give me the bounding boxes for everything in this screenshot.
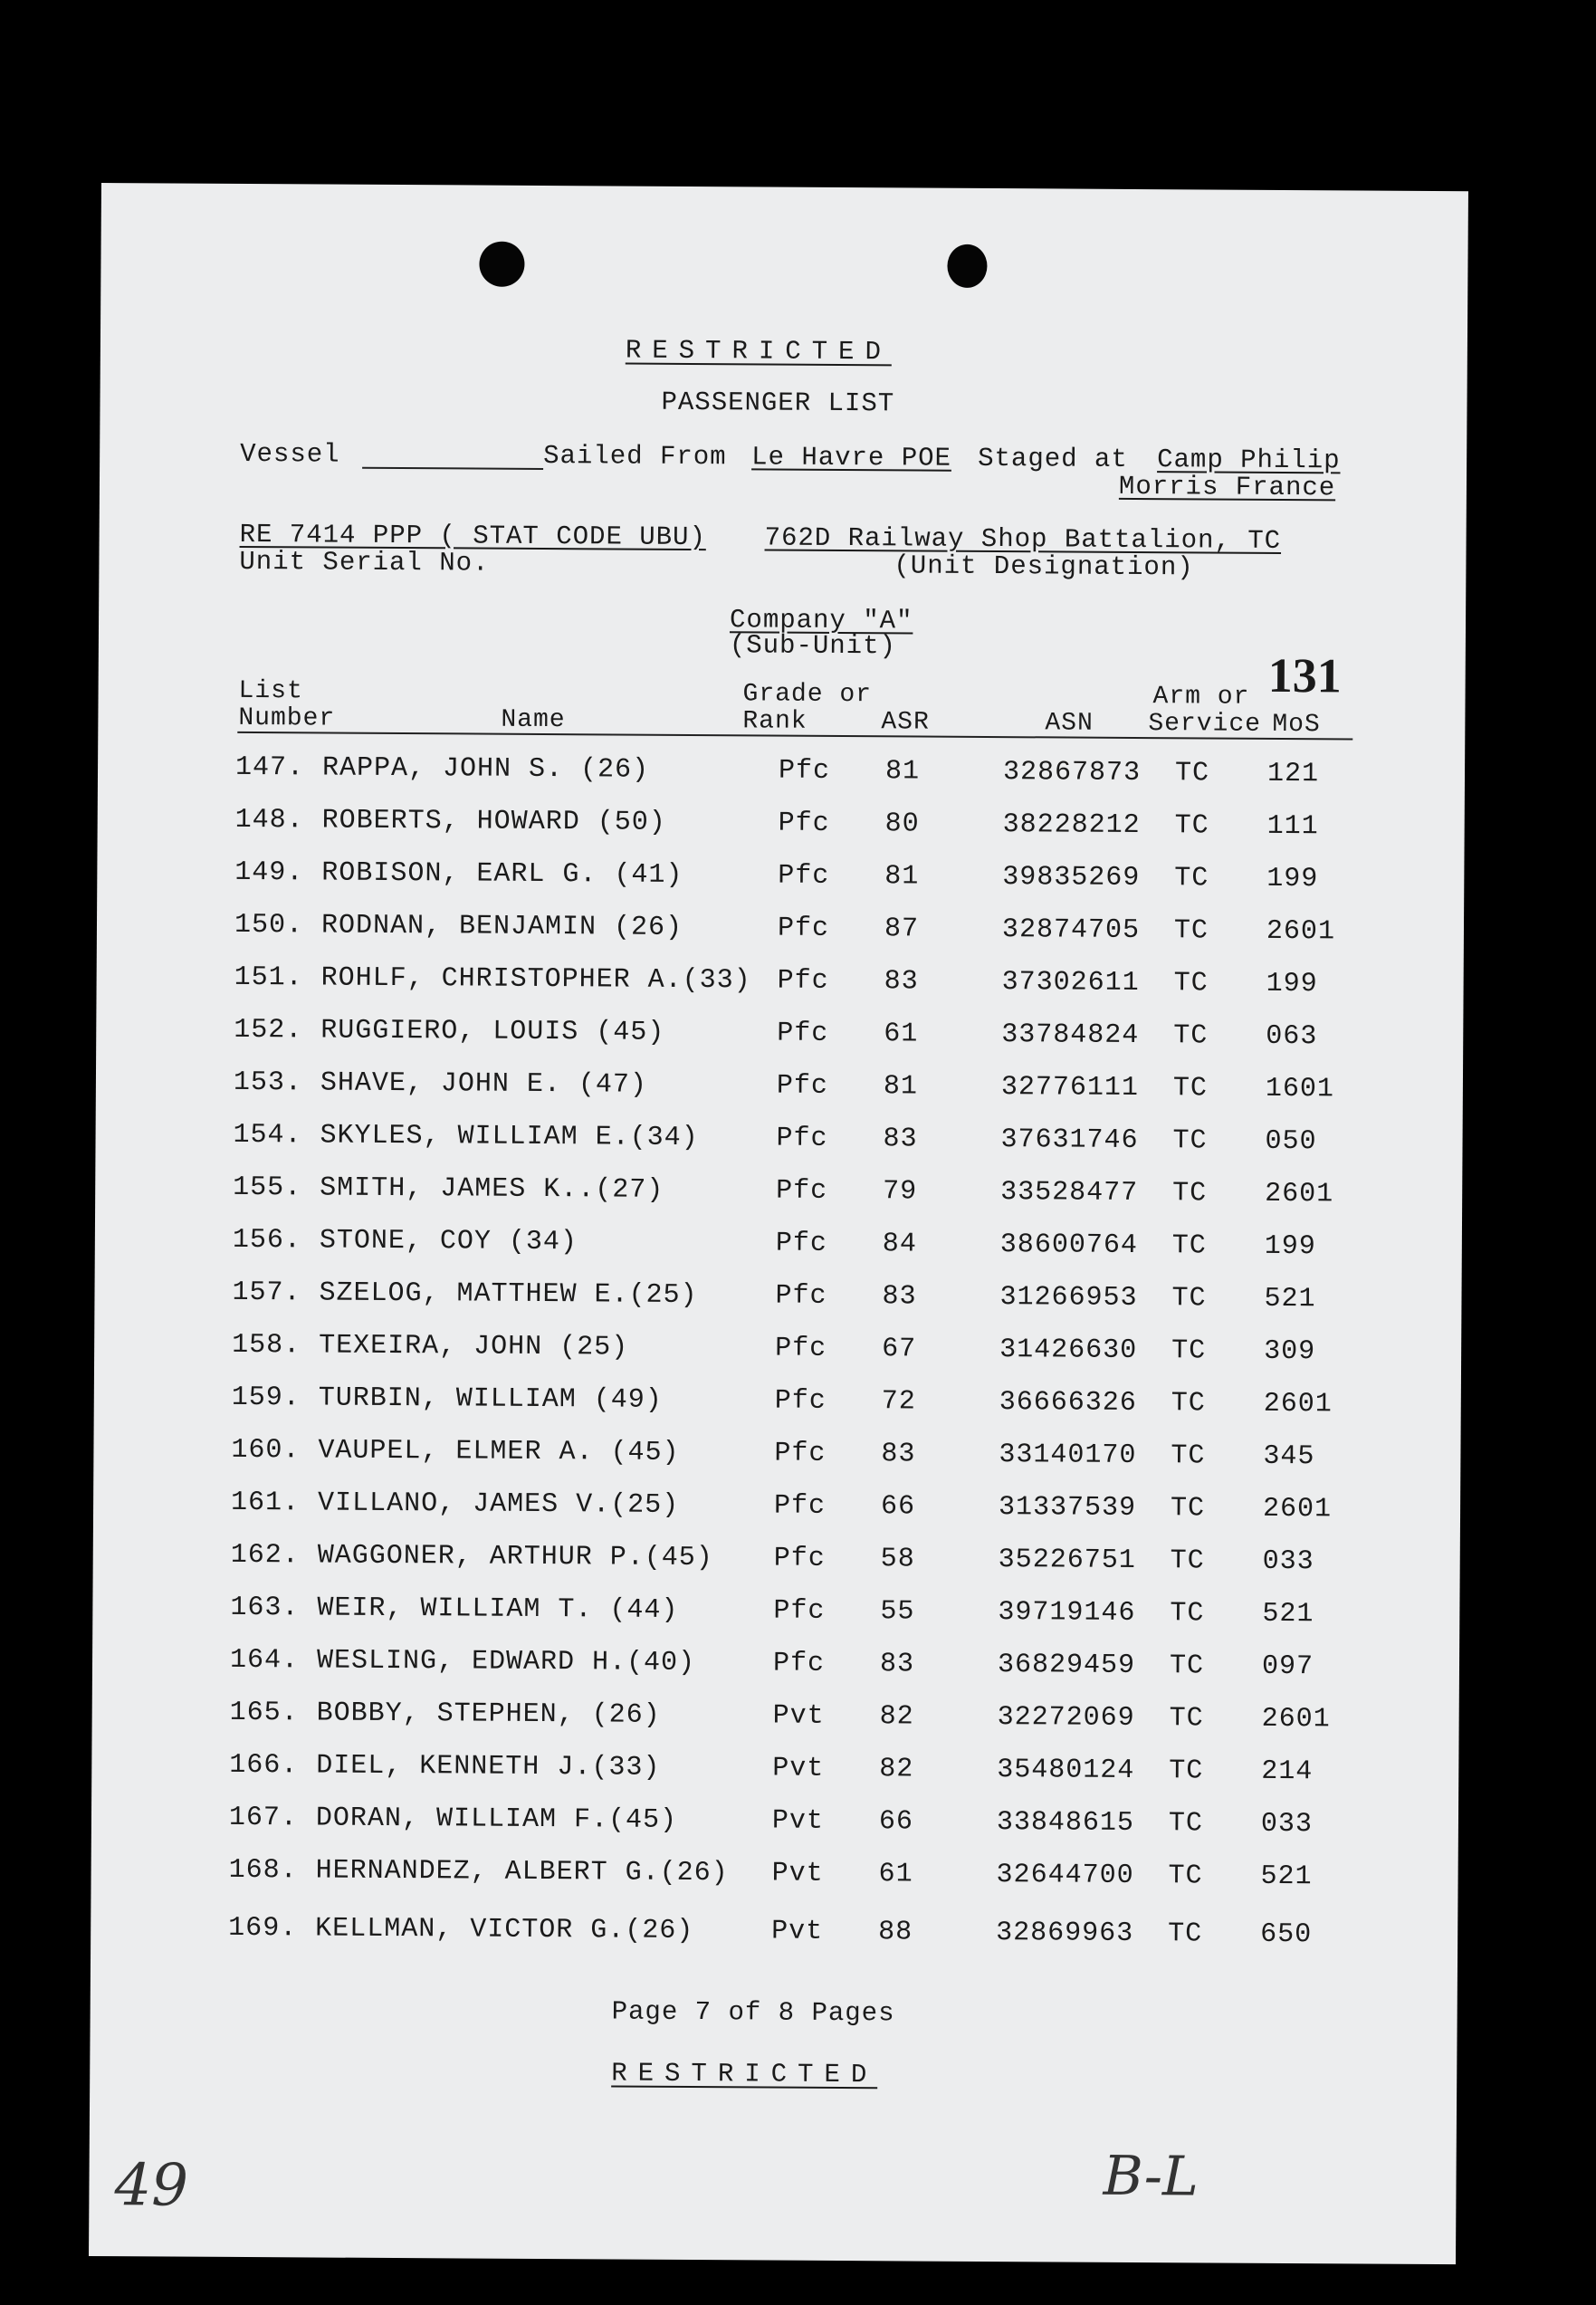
table-row [98, 751, 1465, 812]
unit-designation-label: (Unit Designation) [894, 550, 1194, 583]
grade: Pfc [775, 1333, 827, 1364]
table-row [96, 961, 1463, 1022]
asn: 33848615 [996, 1807, 1135, 1840]
grade: Pfc [778, 808, 830, 839]
passenger-name: WESLING, EDWARD H.(40) [316, 1645, 696, 1679]
asn: 37631746 [1000, 1124, 1139, 1157]
asn: 31266953 [999, 1282, 1138, 1315]
col-asn: ASN [1045, 709, 1094, 738]
arm-or-service: TC [1168, 1860, 1203, 1892]
asr: 83 [882, 1281, 917, 1313]
mos: 214 [1261, 1755, 1314, 1788]
passenger-name: ROBERTS, HOWARD (50) [321, 805, 666, 838]
asr: 81 [884, 756, 921, 788]
asr: 81 [884, 861, 920, 893]
table-row [96, 1066, 1463, 1127]
arm-or-service: TC [1172, 1125, 1208, 1157]
arm-or-service: TC [1171, 1230, 1207, 1262]
sailed-from-label: Sailed From [543, 440, 727, 473]
table-row [93, 1487, 1460, 1547]
staged-at-label: Staged at [978, 443, 1128, 474]
list-number: 169. [228, 1912, 298, 1945]
asr: 61 [878, 1859, 913, 1890]
grade: Pfc [773, 1490, 827, 1522]
passenger-name: TURBIN, WILLIAM (49) [318, 1382, 663, 1416]
punch-hole [479, 242, 524, 287]
mos: 121 [1266, 758, 1320, 790]
sailed-from-value: Le Havre POE [751, 442, 952, 473]
asr: 87 [884, 913, 920, 945]
arm-or-service: TC [1174, 758, 1210, 789]
arm-or-service: TC [1174, 863, 1209, 894]
arm-or-service: TC [1170, 1493, 1206, 1525]
col-grade-1: Grade or [742, 680, 873, 710]
list-number: 158. [232, 1329, 301, 1362]
passenger-name: ROHLF, CHRISTOPHER A.(33) [320, 962, 751, 997]
staged-at-value-2: Morris France [1118, 471, 1336, 503]
passenger-name: WAGGONER, ARTHUR P.(45) [317, 1540, 713, 1574]
asn: 32272069 [997, 1702, 1135, 1735]
staged-at-value: Camp Philip [1157, 445, 1341, 476]
asr: 83 [879, 1649, 915, 1680]
asn: 33528477 [1000, 1177, 1139, 1210]
grade: Pfc [773, 1595, 826, 1627]
passenger-name: VAUPEL, ELMER A. (45) [318, 1435, 680, 1468]
document-page [89, 183, 1468, 2264]
passenger-name: SMITH, JAMES K..(27) [320, 1172, 664, 1206]
asr: 83 [881, 1439, 916, 1470]
list-number: 161. [230, 1487, 301, 1519]
list-number: 157. [232, 1277, 301, 1309]
grade: Pfc [774, 1385, 827, 1417]
asr: 81 [883, 1071, 919, 1103]
asr: 67 [882, 1334, 917, 1365]
asn: 36829459 [997, 1650, 1136, 1682]
passenger-name: SZELOG, MATTHEW E.(25) [319, 1277, 698, 1312]
list-number: 162. [230, 1539, 300, 1572]
mos: 521 [1264, 1283, 1316, 1315]
asr: 82 [879, 1701, 914, 1733]
asn: 37302611 [1001, 967, 1140, 999]
arm-or-service: TC [1169, 1755, 1204, 1787]
asr: 83 [883, 1124, 918, 1155]
arm-or-service: TC [1168, 1808, 1204, 1840]
passenger-name: TEXEIRA, JOHN (25) [319, 1330, 629, 1363]
table-row [97, 909, 1464, 970]
list-number: 168. [228, 1854, 298, 1887]
asn: 33140170 [999, 1439, 1137, 1472]
mos: 199 [1266, 968, 1318, 1000]
list-number: 151. [234, 961, 303, 994]
passenger-name: SKYLES, WILLIAM E.(34) [320, 1120, 699, 1154]
list-number: 155. [233, 1172, 302, 1204]
sub-unit-value: Company "A" [729, 605, 913, 636]
grade: Pvt [771, 1858, 824, 1889]
grade: Pfc [775, 1228, 827, 1259]
asr: 88 [878, 1917, 913, 1948]
list-number: 163. [230, 1592, 300, 1624]
asn: 38228212 [1002, 809, 1141, 842]
list-number: 149. [234, 856, 304, 889]
mos: 050 [1265, 1125, 1317, 1158]
asn: 32874705 [1001, 914, 1141, 947]
asn: 36666326 [999, 1387, 1137, 1420]
asr: 61 [884, 1019, 919, 1050]
table-row [91, 1749, 1458, 1810]
list-number: 153. [233, 1066, 303, 1099]
table-row [95, 1224, 1462, 1285]
table-row [93, 1434, 1460, 1495]
col-grade-2: Rank [742, 707, 808, 736]
arm-or-service: TC [1174, 810, 1209, 842]
asr: 66 [878, 1806, 914, 1838]
asr: 80 [884, 808, 920, 840]
asn: 31337539 [998, 1492, 1137, 1525]
asr: 79 [883, 1176, 918, 1208]
unit-designation-value: 762D Railway Shop Battalion, TC [764, 522, 1282, 556]
asr: 66 [880, 1491, 916, 1523]
arm-or-service: TC [1169, 1703, 1204, 1735]
asn: 38600764 [999, 1229, 1138, 1262]
list-number: 165. [229, 1697, 299, 1729]
table-row [95, 1172, 1462, 1232]
passenger-name: ROBISON, EARL G. (41) [321, 857, 683, 891]
list-number: 160. [231, 1434, 301, 1467]
unit-serial-value: RE 7414 PPP ( STAT CODE UBU) [239, 519, 707, 553]
table-row [92, 1592, 1459, 1652]
list-number: 152. [234, 1014, 303, 1047]
asn: 32867873 [1002, 757, 1142, 789]
mos: 345 [1263, 1440, 1315, 1473]
col-list-number-1: List [238, 676, 303, 706]
passenger-name: DIEL, KENNETH J.(33) [316, 1750, 661, 1784]
passenger-name: WEIR, WILLIAM T. (44) [317, 1592, 679, 1626]
asr: 58 [880, 1544, 915, 1575]
grade: Pfc [777, 965, 829, 997]
mos: 521 [1262, 1598, 1314, 1631]
grade: Pfc [778, 755, 831, 787]
passenger-name: VILLANO, JAMES V.(25) [317, 1487, 680, 1521]
vessel-blank [362, 440, 543, 470]
mos: 063 [1266, 1020, 1318, 1053]
arm-or-service: TC [1173, 915, 1209, 947]
handwritten-initials: B-L [1103, 2144, 1199, 2209]
list-number: 154. [233, 1119, 302, 1152]
arm-or-service: TC [1168, 1918, 1203, 1950]
asr: 83 [884, 966, 919, 998]
arm-or-service: TC [1171, 1335, 1207, 1367]
grade: Pfc [776, 1070, 829, 1102]
grade: Pfc [776, 1175, 828, 1207]
mos: 1601 [1265, 1073, 1335, 1105]
passenger-name: STONE, COY (34) [319, 1225, 578, 1258]
list-number: 164. [229, 1644, 300, 1677]
passenger-name: RUGGIERO, LOUIS (45) [320, 1015, 665, 1048]
passenger-name: RAPPA, JOHN S. (26) [321, 752, 650, 786]
table-row [92, 1539, 1459, 1600]
arm-or-service: TC [1172, 1073, 1209, 1105]
passenger-name: SHAVE, JOHN E. (47) [320, 1067, 648, 1101]
grade: Pfc [778, 860, 830, 892]
col-list-number-2: Number [238, 703, 336, 733]
table-row [94, 1277, 1461, 1337]
list-number: 167. [228, 1802, 299, 1834]
asn: 33784824 [1001, 1019, 1140, 1052]
table-row [91, 1912, 1457, 1973]
passenger-name: HERNANDEZ, ALBERT G.(26) [315, 1855, 729, 1889]
passenger-name: BOBBY, STEPHEN, (26) [316, 1698, 661, 1731]
col-arm-2: Service [1148, 710, 1262, 739]
arm-or-service: TC [1173, 968, 1209, 999]
list-number: 156. [232, 1224, 301, 1257]
mos: 2601 [1263, 1388, 1333, 1420]
passenger-name: KELLMAN, VICTOR G.(26) [315, 1913, 694, 1947]
arm-or-service: TC [1171, 1440, 1206, 1472]
passenger-name: RODNAN, BENJAMIN (26) [320, 910, 683, 943]
arm-or-service: TC [1170, 1598, 1205, 1630]
asr: 84 [882, 1229, 917, 1260]
asn: 31426630 [999, 1334, 1138, 1367]
grade: Pfc [777, 913, 830, 944]
mos: 097 [1261, 1650, 1314, 1683]
grade: Pvt [772, 1700, 825, 1732]
grade: Pfc [773, 1543, 826, 1574]
asr: 82 [879, 1754, 914, 1785]
punch-hole [947, 244, 987, 288]
restricted-footer: RESTRICTED [611, 2058, 878, 2090]
mos: 199 [1264, 1230, 1316, 1263]
mos: 650 [1260, 1918, 1313, 1951]
grade: Pfc [774, 1438, 827, 1469]
restricted-heading: RESTRICTED [625, 335, 893, 368]
mos: 2601 [1262, 1493, 1333, 1526]
mos: 199 [1266, 863, 1319, 895]
asn: 32776111 [1000, 1072, 1140, 1105]
mos: 033 [1260, 1808, 1314, 1841]
asn: 35480124 [997, 1755, 1135, 1787]
table-row [91, 1802, 1458, 1862]
col-name: Name [501, 705, 566, 735]
table-row [96, 1014, 1463, 1075]
grade: Pvt [771, 1805, 825, 1837]
arm-or-service: TC [1171, 1283, 1207, 1315]
table-row [91, 1697, 1458, 1757]
arm-or-service: TC [1171, 1388, 1206, 1420]
arm-or-service: TC [1170, 1545, 1205, 1577]
mos: 033 [1262, 1545, 1314, 1578]
document-title: PASSENGER LIST [661, 387, 895, 419]
arm-or-service: TC [1173, 1020, 1209, 1052]
mos: 2601 [1265, 1178, 1334, 1210]
grade: Pfc [772, 1648, 826, 1679]
asn: 39719146 [998, 1597, 1136, 1630]
vessel-label: Vessel [240, 438, 340, 470]
asn: 39835269 [1002, 862, 1141, 894]
table-row [91, 1854, 1457, 1915]
mos: 2601 [1266, 915, 1336, 948]
arm-or-service: TC [1169, 1650, 1205, 1682]
table-row [97, 856, 1464, 917]
table-row [94, 1329, 1461, 1390]
sub-unit-label: (Sub-Unit) [729, 630, 897, 662]
list-number: 159. [231, 1382, 301, 1414]
unit-serial-label: Unit Serial No. [239, 546, 490, 579]
page-indicator: Page 7 of 8 Pages [611, 1996, 895, 2029]
page-stamp-number: 131 [1267, 647, 1342, 703]
mos: 309 [1264, 1335, 1316, 1368]
asn: 32644700 [996, 1860, 1134, 1892]
asr: 55 [880, 1596, 915, 1628]
list-number: 148. [234, 804, 304, 837]
arm-or-service: TC [1172, 1178, 1208, 1210]
table-row [97, 804, 1464, 865]
mos: 111 [1266, 810, 1319, 843]
handwritten-number: 49 [114, 2152, 189, 2220]
mos: 521 [1260, 1860, 1313, 1893]
list-number: 166. [229, 1749, 299, 1782]
passenger-name: DORAN, WILLIAM F.(45) [315, 1803, 678, 1836]
grade: Pfc [775, 1280, 827, 1312]
grade: Pvt [771, 1916, 824, 1947]
table-row [92, 1644, 1459, 1705]
list-number: 150. [234, 909, 304, 942]
mos: 2601 [1261, 1703, 1331, 1736]
table-row [95, 1119, 1462, 1180]
grade: Pvt [772, 1753, 825, 1784]
list-number: 147. [234, 751, 305, 784]
grade: Pfc [776, 1123, 828, 1154]
asn: 32869963 [996, 1918, 1134, 1950]
asn: 35226751 [998, 1545, 1136, 1577]
col-arm-1: Arm or [1152, 683, 1250, 712]
table-row [94, 1382, 1461, 1442]
col-asr: ASR [881, 708, 930, 737]
asr: 72 [881, 1386, 916, 1418]
grade: Pfc [777, 1018, 829, 1049]
col-mos: MoS [1272, 710, 1321, 740]
